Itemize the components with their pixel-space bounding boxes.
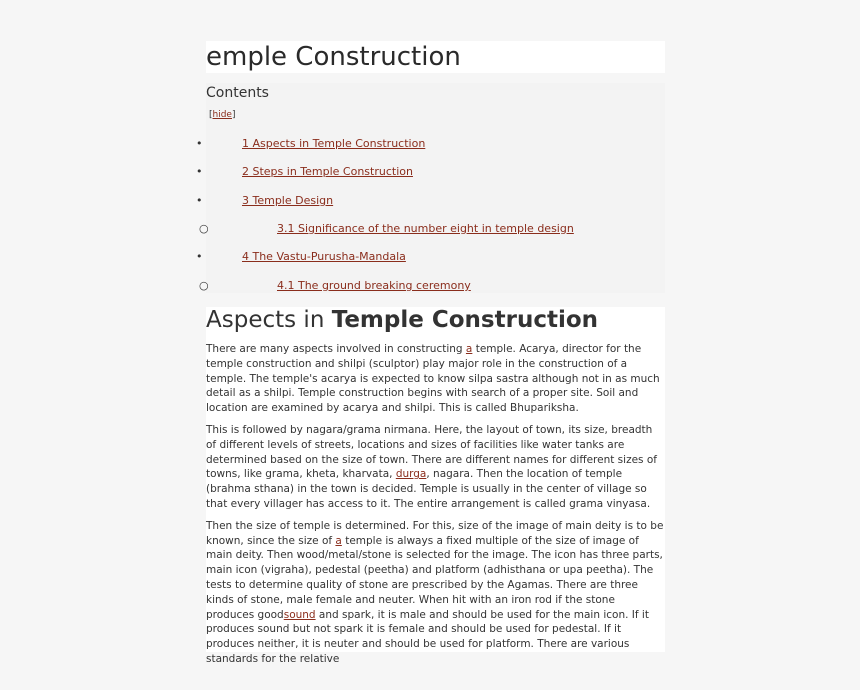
- toc-item-vastu-purusha-mandala[interactable]: 4 The Vastu-Purusha-Mandala: [242, 250, 406, 263]
- paragraph-text: Then the size of temple is determined. For this, size of the image of main deity is to be known, since the size of: [206, 519, 664, 547]
- toc-bullet-icon: •: [196, 250, 203, 263]
- page-title: emple Construction: [206, 41, 665, 73]
- toc-heading: Contents: [206, 85, 269, 101]
- toc-toggle: [209, 109, 236, 121]
- toc-item-significance-eight[interactable]: 3.1 Significance of the number eight in temple design: [277, 222, 574, 235]
- section-heading-bold: Temple Construction: [331, 307, 598, 333]
- toc-bullet-icon: •: [196, 137, 203, 150]
- paragraph-text: There are many aspects involved in constructing: [206, 343, 466, 355]
- paragraph-3: [206, 519, 665, 667]
- link-a[interactable]: a: [465, 343, 473, 355]
- toc-item-temple-design[interactable]: 3 Temple Design: [242, 194, 334, 207]
- toc-bullet-icon: •: [196, 194, 203, 207]
- paragraph-text: temple is always a fixed multiple of the size of image of main deity. Then wood/metal/stone is selected for the image. The icon has three parts, main icon (vigraha), pedestal (peetha) and platform (adhisthana or upa peetha). The tests to determine quality of stone are prescribed by the Agamas. There are three kinds of stone, male female and neuter. When hit with an iron rod if the stone produces good: [206, 534, 663, 621]
- paragraph-text: This is followed by nagara/grama nirmana. Here, the layout of town, its size, breadth of different levels of streets, locations and sizes of facilities like water tanks are determined based on the size of town. There are different names for different sizes of towns, like grama, kheta, kharvata,: [206, 423, 657, 481]
- toc-item-ground-breaking[interactable]: 4.1 The ground breaking ceremony: [277, 279, 471, 292]
- toc-subbullet-icon: ○: [199, 222, 209, 235]
- paragraph-text: and spark, it is male and should be used for the main icon. If it produces sound but not spark it is female and should be used for pedestal. If it produces neither, it is neuter and should be used for platform. There are various standards for the relative: [206, 608, 649, 665]
- link-a[interactable]: a: [335, 534, 342, 547]
- toc-item-aspects[interactable]: 1 Aspects in Temple Construction: [242, 137, 426, 150]
- link-durga[interactable]: durga: [395, 468, 427, 481]
- section-heading: [206, 307, 665, 333]
- toc-bullet-icon: •: [196, 165, 203, 178]
- toc-subbullet-icon: ○: [199, 279, 209, 292]
- article-section: [206, 307, 665, 665]
- toc-toggle-close-bracket: ]: [231, 110, 236, 120]
- section-heading-plain: Aspects in: [206, 307, 332, 333]
- paragraph-text: , nagara. Then the location of temple (brahma sthana) in the town is decided. Temple is usually in the center of village so that every villager has access to it. The entire arrangement is called grama vinyasa.: [206, 468, 651, 510]
- toc-toggle-open-bracket: [: [209, 110, 213, 120]
- paragraph-text: temple. Acarya, director for the temple construction and shilpi (sculptor) play major role in the construction of a temple. The temple's acarya is expected to know silpa sastra although not in as much detail as a shilpi. Temple construction begins with search of a proper site. Soil and location are examined by acarya and shilpi. This is called Bhupariksha.: [206, 343, 660, 415]
- paragraph-2: [206, 423, 665, 512]
- toc-item-steps[interactable]: 2 Steps in Temple Construction: [242, 165, 413, 178]
- paragraph-1: [206, 342, 665, 416]
- link-sound[interactable]: sound: [283, 608, 316, 621]
- toc-hide-link[interactable]: hide: [212, 110, 232, 120]
